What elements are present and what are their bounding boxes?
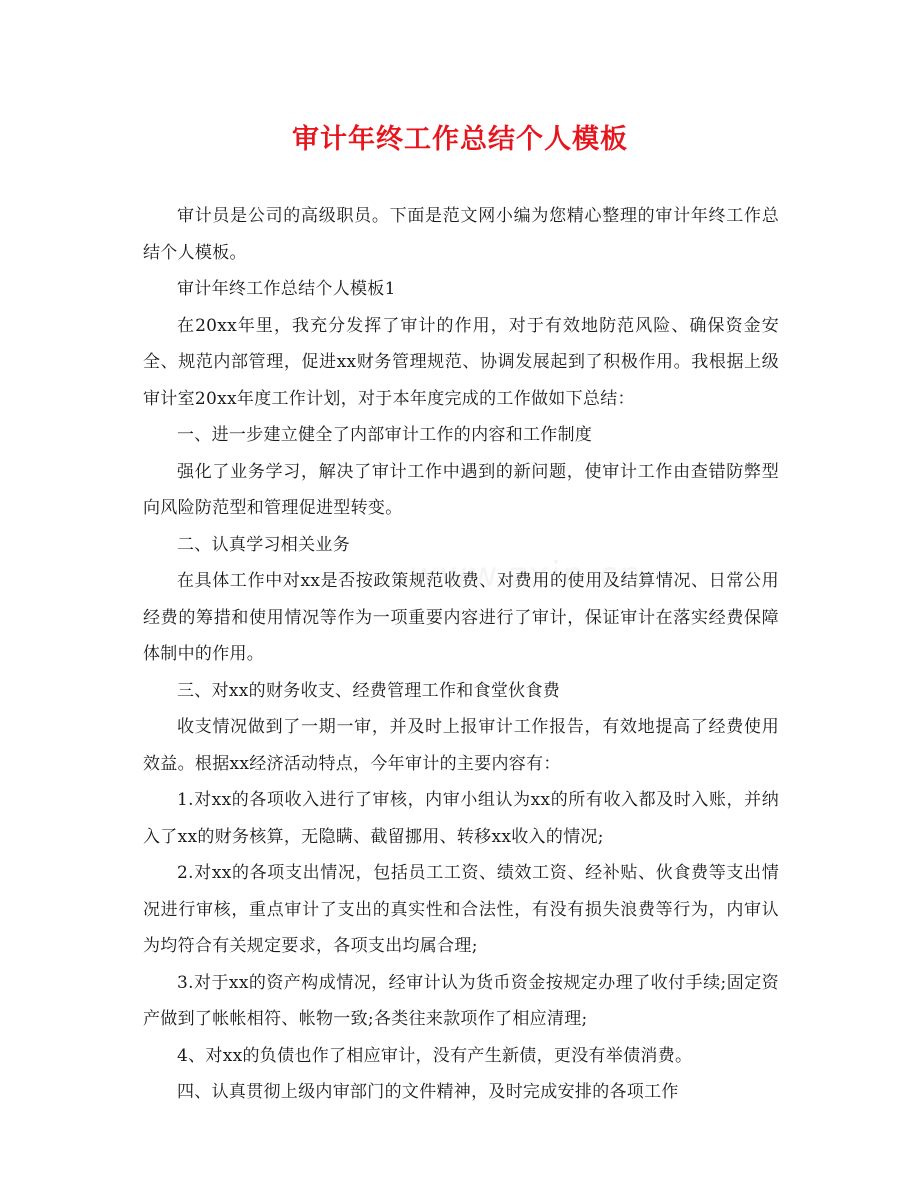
- body-paragraph: 收支情况做到了一期一审，并及时上报审计工作报告，有效地提高了经费使用效益。根据xx经济活动特点，今年审计的主要内容有：: [143, 717, 779, 774]
- body-paragraph: 在20xx年里，我充分发挥了审计的作用，对于有效地防范风险、确保资金安全、规范内部管理，促进xx财务管理规范、协调发展起到了积极作用。我根据上级审计室20xx年度工作计划，对于本年度完成的工作做如下总结：: [143, 315, 779, 409]
- list-item-2: 2.对xx的各项支出情况，包括员工工资、绩效工资、经补贴、伙食费等支出情况进行审核，重点审计了支出的真实性和合法性，有没有损失浪费等行为，内审认为均符合有关规定要求，各项支出均属合理;: [143, 863, 779, 956]
- intro-paragraph: 审计员是公司的高级职员。下面是范文网小编为您精心整理的审计年终工作总结个人模板。: [143, 206, 779, 263]
- section-heading-3: 三、对xx的财务收支、经费管理工作和食堂伙食费: [177, 680, 561, 701]
- body-paragraph: 在具体工作中对xx是否按政策规范收费、对费用的使用及结算情况、日常公用经费的筹措和使用情况等作为一项重要内容进行了审计，保证审计在落实经费保障体制中的作用。: [143, 571, 779, 664]
- document-title: 审计年终工作总结个人模板: [292, 124, 628, 155]
- list-item-1: 1.对xx的各项收入进行了审核，内审小组认为xx的所有收入都及时入账，并纳入了xx的财务核算，无隐瞒、截留挪用、转移xx收入的情况;: [143, 790, 779, 847]
- section-heading-2: 二、认真学习相关业务: [177, 534, 350, 555]
- list-item-3: 3.对于xx的资产构成情况，经审计认为货币资金按规定办理了收付手续;固定资产做到了帐帐相符、帐物一致;各类往来款项作了相应清理;: [143, 972, 779, 1029]
- section-heading-1: 一、进一步建立健全了内部审计工作的内容和工作制度: [177, 425, 593, 445]
- document-body: [143, 198, 779, 1111]
- section-heading-template-1: 审计年终工作总结个人模板1: [177, 279, 396, 299]
- section-heading-4: 四、认真贯彻上级内审部门的文件精神，及时完成安排的各项工作: [177, 1082, 679, 1102]
- list-item-4: 4、对xx的负债也作了相应审计，没有产生新债，更没有举债消费。: [177, 1045, 693, 1066]
- body-paragraph: 强化了业务学习，解决了审计工作中遇到的新问题，使审计工作由查错防弊型向风险防范型和管理促进型转变。: [143, 461, 779, 518]
